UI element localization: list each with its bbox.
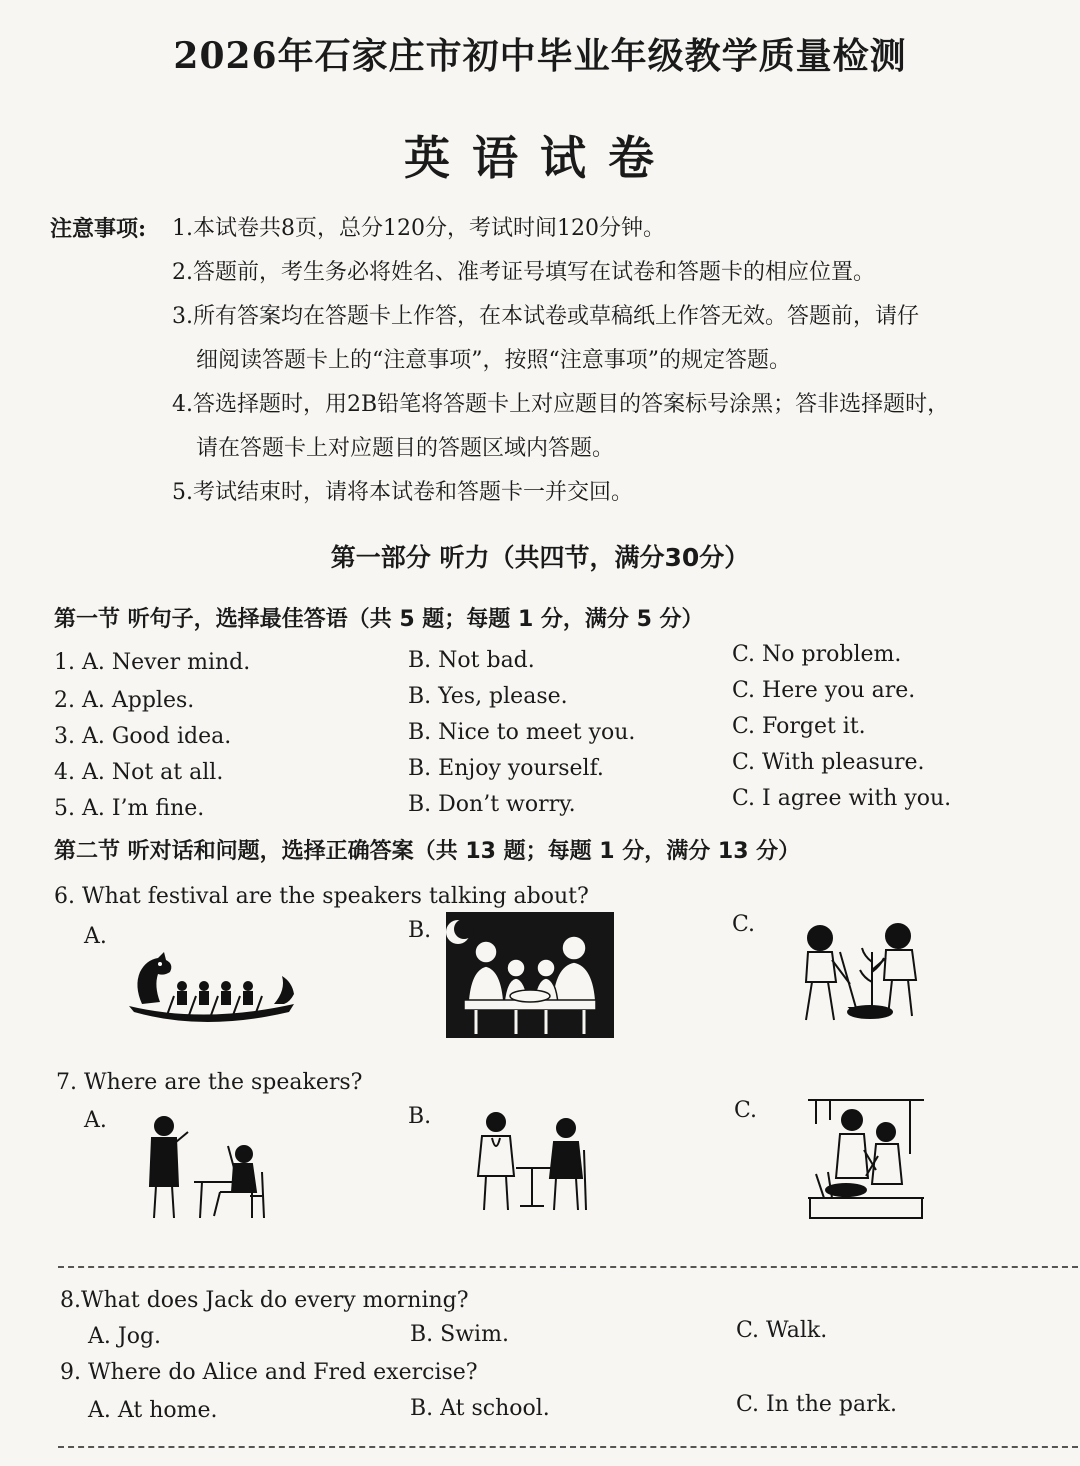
q9-option-b: B. At school. <box>410 1396 550 1421</box>
notice-item-3: 3.所有答案均在答题卡上作答，在本试卷或草稿纸上作答无效。答题前，请仔 <box>172 304 919 329</box>
notice-item-1: 1.本试卷共8页，总分120分，考试时间120分钟。 <box>172 216 665 241</box>
q1-option-c: C. No problem. <box>732 642 902 667</box>
q8-option-a: A. Jog. <box>88 1324 162 1349</box>
q4-option-b: B. Enjoy yourself. <box>408 756 604 781</box>
q7-option-c: C. <box>734 1098 758 1123</box>
kitchen-cooking-illustration <box>806 1094 926 1222</box>
part1-title: 第一部分 听力（共四节，满分30分） <box>330 543 750 572</box>
q2-option-b: B. Yes, please. <box>408 684 568 709</box>
section-divider-top <box>58 1266 1078 1268</box>
restaurant-waiter-illustration <box>140 1112 270 1224</box>
q8-option-c: C. Walk. <box>736 1318 828 1343</box>
q5-option-c: C. I agree with you. <box>732 786 952 811</box>
notice-item-4: 4.答选择题时，用2B铅笔将答题卡上对应题目的答案标号涂黑；答非选择题时， <box>172 392 950 417</box>
notice-item-2: 2.答题前，考生务必将姓名、准考证号填写在试卷和答题卡的相应位置。 <box>172 260 875 285</box>
q3-option-c: C. Forget it. <box>732 714 866 739</box>
q8-text: 8.What does Jack do every morning? <box>60 1288 469 1313</box>
notice-item-3-cont: 细阅读答题卡上的“注意事项”，按照“注意事项”的规定答题。 <box>196 348 791 373</box>
dragon-boat-illustration <box>124 946 299 1026</box>
q6-text: 6. What festival are the speakers talking about? <box>54 884 589 909</box>
q3-option-a: 3. A. Good idea. <box>54 724 232 749</box>
q2-option-a: 2. A. Apples. <box>54 688 195 713</box>
q5-option-a: 5. A. I’m fine. <box>54 796 205 821</box>
section2-title: 第二节 听对话和问题，选择正确答案（共 13 题；每题 1 分，满分 13 分） <box>54 839 801 864</box>
section1-title: 第一节 听句子，选择最佳答语（共 5 题；每题 1 分，满分 5 分） <box>54 607 704 632</box>
q1-option-a: 1. A. Never mind. <box>54 650 251 675</box>
q6-option-a: A. <box>84 924 107 949</box>
q9-option-c: C. In the park. <box>736 1392 897 1417</box>
q1-option-b: B. Not bad. <box>408 648 535 673</box>
tree-planting-illustration <box>780 912 942 1032</box>
q6-option-c: C. <box>732 912 756 937</box>
q5-option-b: B. Don’t worry. <box>408 792 576 817</box>
q4-option-c: C. With pleasure. <box>732 750 925 775</box>
q9-text: 9. Where do Alice and Fred exercise? <box>60 1360 478 1385</box>
q7-option-a: A. <box>84 1108 107 1133</box>
section-divider-bottom <box>58 1446 1078 1448</box>
q8-option-b: B. Swim. <box>410 1322 509 1347</box>
notice-item-4-cont: 请在答题卡上对应题目的答题区域内答题。 <box>196 436 615 461</box>
notice-item-5: 5.考试结束时，请将本试卷和答题卡一并交回。 <box>172 480 633 505</box>
notice-label: 注意事项: <box>50 216 147 242</box>
doctor-consultation-illustration <box>472 1106 592 1216</box>
q4-option-a: 4. A. Not at all. <box>54 760 224 785</box>
q3-option-b: B. Nice to meet you. <box>408 720 636 745</box>
q6-option-b: B. <box>408 918 432 943</box>
q7-text: 7. Where are the speakers? <box>56 1070 363 1095</box>
q7-option-b: B. <box>408 1104 432 1129</box>
exam-title: 2026年石家庄市初中毕业年级教学质量检测 <box>173 35 907 77</box>
q9-option-a: A. At home. <box>88 1398 218 1423</box>
exam-subtitle: 英语试卷 <box>404 131 676 185</box>
q2-option-c: C. Here you are. <box>732 678 916 703</box>
family-reunion-dinner-illustration <box>446 912 614 1038</box>
